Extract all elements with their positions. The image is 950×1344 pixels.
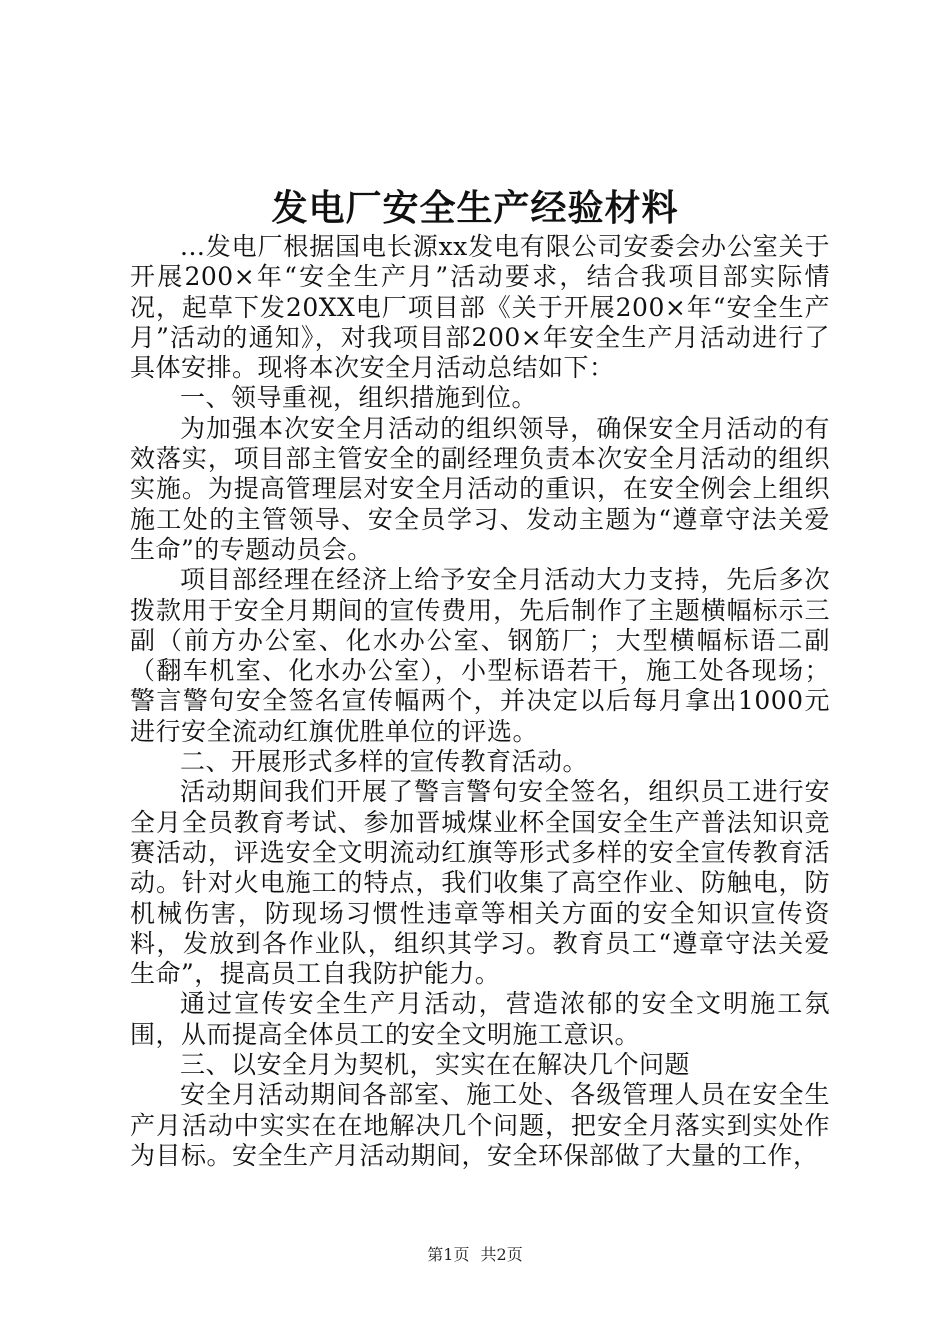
paragraph-intro: ...发电厂根据国电长源xx发电有限公司安委会办公室关于开展200×年“安全生产月”活动要求，结合我项目部实际情况，起草下发20XX电厂项目部《关于开展200×年“安全生产月”活动的通知》，对我项目部200×年安全生产月活动进行了具体安排。现将本次安全月活动总结如下： [130, 232, 830, 383]
page-number: 第1页 [427, 1245, 470, 1264]
page-footer [0, 1244, 950, 1266]
document-title: 发电厂安全生产经验材料 [271, 187, 679, 229]
page-total: 共2页 [480, 1245, 523, 1264]
paragraph-2: 项目部经理在经济上给予安全月活动大力支持，先后多次拨款用于安全月期间的宣传费用，先后制作了主题横幅标示三副（前方办公室、化水办公室、钢筋厂；大型横幅标语二副（翻车机室、化水办公室），小型标语若干，施工处各现场；警言警句安全签名宣传幅两个，并决定以后每月拿出1000元进行安全流动红旗优胜单位的评选。 [130, 565, 830, 746]
section-heading-3: 三、以安全月为契机，实实在在解决几个问题 [180, 1050, 691, 1080]
paragraph-1: 为加强本次安全月活动的组织领导，确保安全月活动的有效落实，项目部主管安全的副经理负责本次安全月活动的组织实施。为提高管理层对安全月活动的重识，在安全例会上组织施工处的主管领导、安全员学习、发动主题为“遵章守法关爱生命”的专题动员会。 [130, 413, 830, 564]
paragraph-5: 安全月活动期间各部室、施工处、各级管理人员在安全生产月活动中实实在在地解决几个问题，把安全月落实到实处作为目标。安全生产月活动期间，安全环保部做了大量的工作， [130, 1080, 830, 1170]
section-heading-1: 一、领导重视，组织措施到位。 [180, 383, 538, 413]
document-body [130, 232, 830, 1171]
paragraph-4: 通过宣传安全生产月活动，营造浓郁的安全文明施工氛围，从而提高全体员工的安全文明施工意识。 [130, 989, 830, 1049]
paragraph-3: 活动期间我们开展了警言警句安全签名，组织员工进行安全月全员教育考试、参加晋城煤业杯全国安全生产普法知识竞赛活动，评选安全文明流动红旗等形式多样的安全宣传教育活动。针对火电施工的特点，我们收集了高空作业、防触电，防机械伤害，防现场习惯性违章等相关方面的安全知识宣传资料，发放到各作业队，组织其学习。教育员工“遵章守法关爱生命”，提高员工自我防护能力。 [130, 777, 830, 989]
section-heading-2: 二、开展形式多样的宣传教育活动。 [180, 747, 589, 777]
